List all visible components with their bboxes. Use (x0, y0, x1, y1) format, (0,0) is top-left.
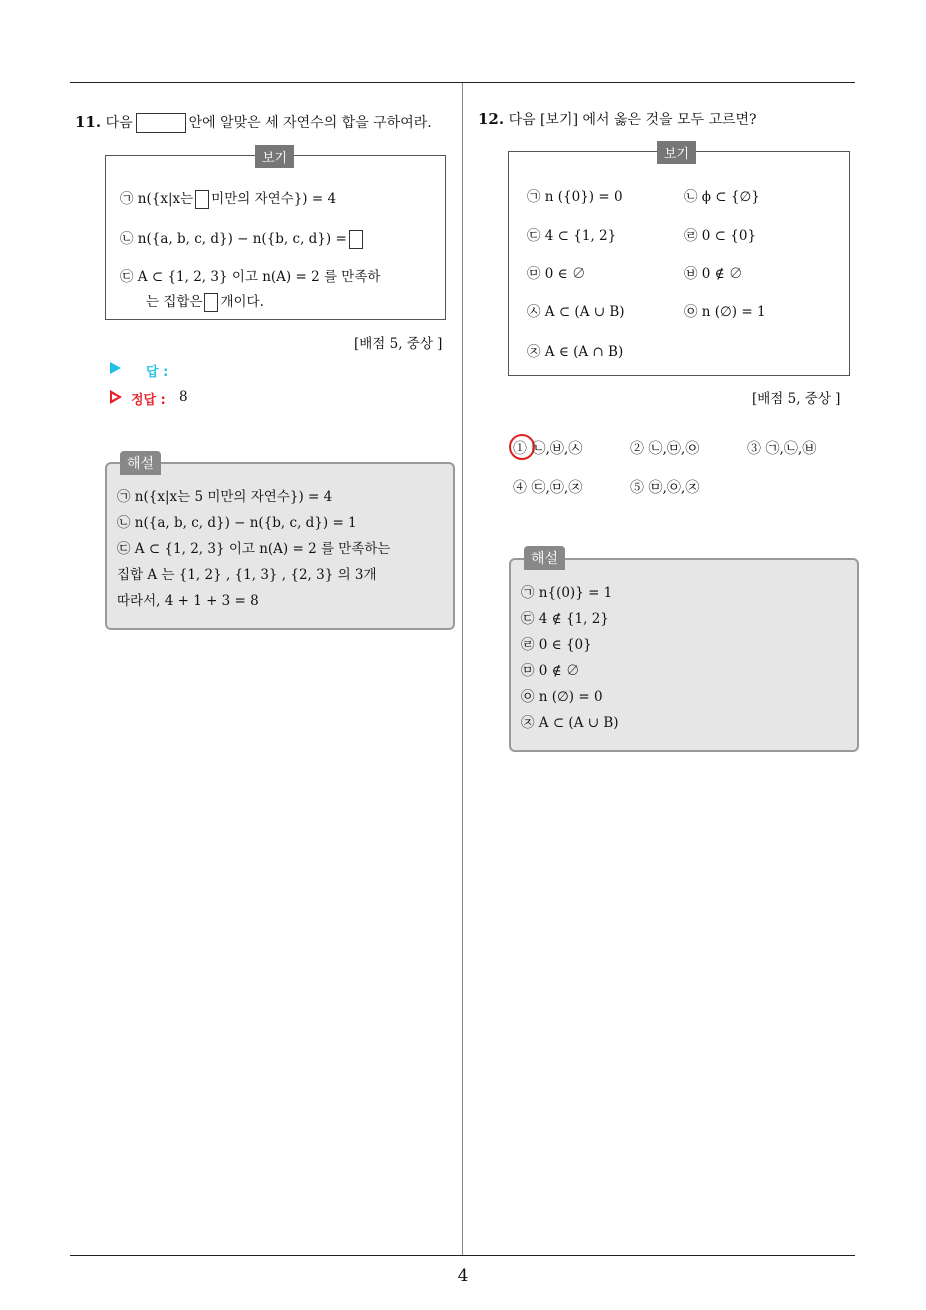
q11-expl-line-3: ㉢ A ⊂ {1, 2, 3} 이고 n(A) = 2 를 만족하는 (117, 541, 391, 557)
q11-expl-line-5: 따라서, 4 + 1 + 3 = 8 (117, 593, 259, 609)
q12-text: 다음 [보기] 에서 옳은 것을 모두 고르면? (508, 112, 757, 128)
q12-option-4[interactable]: ④ ㉢,㉤,㉨ (513, 480, 583, 496)
q11-text-after: 안에 알맞은 세 자연수의 합을 구하여라. (188, 115, 432, 131)
q12-item-5: ㉤ 0 ∈ ∅ (527, 266, 586, 282)
q12-expl-line-6: ㉨ A ⊂ (A ∪ B) (521, 715, 619, 731)
q12-item-6: ㉥ 0 ∉ ∅ (684, 266, 743, 282)
q11-score: [배점 5, 중상 ] (354, 336, 443, 352)
q12-expl-line-3: ㉣ 0 ∈ {0} (521, 637, 592, 653)
q12-bogi-label: 보기 (657, 141, 696, 164)
q11-item-3-blank (204, 293, 218, 312)
q11-item-2-blank (349, 230, 363, 249)
q12-item-4: ㉣ 0 ⊂ {0} (684, 228, 757, 244)
q11-item-1-blank (195, 190, 209, 209)
q11-explanation-label: 해설 (120, 451, 161, 475)
q12-prompt (478, 109, 757, 129)
q11-answer-label: 답 : (146, 365, 169, 380)
q12-item-7: ㉦ A ⊂ (A ∪ B) (527, 304, 625, 320)
q12-item-8: ㉧ n (∅) = 1 (684, 304, 766, 320)
q12-option-5[interactable]: ⑤ ㉤,㉧,㉨ (630, 480, 700, 496)
q12-option-2[interactable]: ② ㉡,㉤,㉧ (630, 441, 700, 457)
bottom-rule (70, 1255, 855, 1256)
q11-item-3-line2: 는 집합은 개이다. (146, 294, 264, 310)
answer-arrow-icon (110, 362, 121, 374)
q11-blank-box (136, 113, 186, 133)
q12-expl-line-1: ㉠ n{(0)} = 1 (521, 585, 613, 601)
q11-prompt (75, 112, 432, 133)
q12-option-3[interactable]: ③ ㉠,㉡,㉥ (747, 441, 817, 457)
q11-item-1: ㉠ n({x|x는 미만의 자연수}) = 4 (120, 191, 337, 207)
q12-item-2: ㉡ ϕ ⊂ {∅} (684, 189, 760, 205)
q11-text-before: 다음 (105, 115, 133, 131)
q11-expl-line-2: ㉡ n({a, b, c, d}) − n({b, c, d}) = 1 (117, 515, 357, 531)
q12-item-3: ㉢ 4 ⊂ {1, 2} (527, 228, 617, 244)
q11-bogi-label: 보기 (255, 145, 294, 168)
correct-arrow-icon-inner (112, 394, 118, 400)
q11-item-2: ㉡ n({a, b, c, d}) − n({b, c, d}) = (120, 227, 365, 249)
q12-explanation-label: 해설 (524, 546, 565, 570)
q12-option-1[interactable]: ① ㉡,㉥,㉦ (513, 441, 583, 457)
q11-correct-value: 8 (179, 389, 188, 405)
q12-expl-line-2: ㉢ 4 ∉ {1, 2} (521, 611, 609, 627)
q12-expl-line-4: ㉤ 0 ∉ ∅ (521, 663, 580, 679)
q11-expl-line-4: 집합 A 는 {1, 2} , {1, 3} , {2, 3} 의 3개 (117, 567, 377, 583)
q11-number: 11. (75, 113, 102, 131)
page-number: 4 (457, 1266, 469, 1286)
q11-expl-line-1: ㉠ n({x|x는 5 미만의 자연수}) = 4 (117, 489, 333, 505)
q12-number: 12. (478, 110, 505, 128)
q11-item-3: ㉢ A ⊂ {1, 2, 3} 이고 n(A) = 2 를 만족하 (120, 269, 381, 285)
column-divider (462, 83, 463, 1256)
q12-expl-line-5: ㉧ n (∅) = 0 (521, 689, 603, 705)
q11-correct-label: 정답 : (131, 393, 166, 408)
q12-item-9: ㉨ A ∈ (A ∩ B) (527, 344, 624, 360)
q12-score: [배점 5, 중상 ] (752, 391, 841, 407)
q12-item-1: ㉠ n ({0}) = 0 (527, 189, 623, 205)
